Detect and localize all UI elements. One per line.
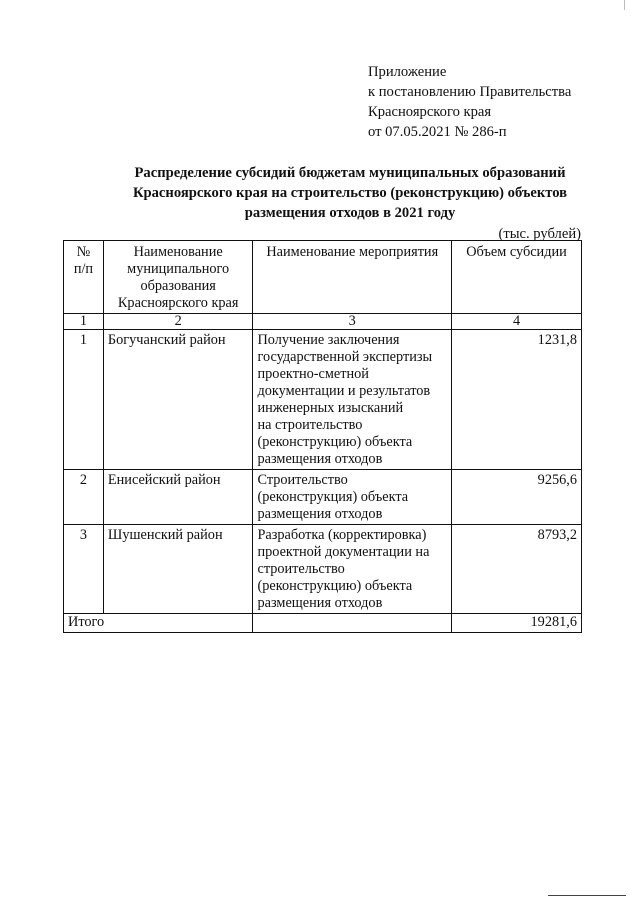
- header-line: Наименование мероприятия: [266, 244, 439, 260]
- activity-line: размещения отходов: [257, 595, 383, 611]
- activity-line: Разработка (корректировка): [257, 527, 427, 543]
- activity-line: (реконструкция) объекта: [257, 489, 409, 505]
- row-num: 2: [64, 470, 104, 525]
- activity-line: проектной документации на: [257, 544, 430, 560]
- title-line: Красноярского края на строительство (реконструкцию) объектов: [132, 185, 568, 201]
- activity-line: (реконструкцию) объекта: [257, 578, 413, 594]
- header-line: №: [76, 244, 91, 260]
- title-line: размещения отходов в 2021 году: [244, 205, 456, 221]
- column-index-row: [64, 314, 582, 330]
- activity-line: Получение заключения: [257, 332, 400, 348]
- activity-line: на строительство: [257, 417, 363, 433]
- activity-line: государственной экспертизы: [257, 349, 433, 365]
- column-index: 1: [64, 314, 104, 330]
- header-line: Красноярского края: [117, 295, 239, 311]
- column-index: 2: [103, 314, 253, 330]
- activity-line: размещения отходов: [257, 506, 383, 522]
- row-municipality: Шушенский район: [103, 525, 253, 614]
- appendix-block: [368, 62, 571, 142]
- header-line: муниципального: [127, 261, 230, 277]
- column-index: 3: [253, 314, 452, 330]
- document-title: [60, 163, 640, 223]
- row-activity: [253, 470, 452, 525]
- row-activity: [253, 330, 452, 470]
- row-amount: 8793,2: [452, 525, 582, 614]
- table-row: [64, 525, 582, 614]
- header-line: Объем субсидии: [466, 244, 567, 260]
- row-activity: [253, 525, 452, 614]
- header-activity: [253, 241, 452, 314]
- row-num: 1: [64, 330, 104, 470]
- header-num: [64, 241, 104, 314]
- activity-line: (реконструкцию) объекта: [257, 434, 413, 450]
- activity-line: проектно-сметной: [257, 366, 369, 382]
- footer-rule: [548, 895, 626, 896]
- row-amount: 1231,8: [452, 330, 582, 470]
- scan-corner-mark: [624, 0, 640, 10]
- activity-line: инженерных изысканий: [257, 400, 404, 416]
- header-amount: [452, 241, 582, 314]
- activity-line: Строительство: [257, 472, 348, 488]
- column-index: 4: [452, 314, 582, 330]
- appendix-line: к постановлению Правительства: [368, 84, 572, 100]
- total-label: Итого: [64, 614, 253, 633]
- header-line: Наименование: [133, 244, 223, 260]
- title-line: Распределение субсидий бюджетам муниципальных образований: [134, 165, 566, 181]
- total-empty-cell: [253, 614, 452, 633]
- subsidy-table: [63, 240, 582, 633]
- appendix-line: от 07.05.2021 № 286-п: [368, 124, 507, 140]
- table-row: [64, 330, 582, 470]
- table-row: [64, 470, 582, 525]
- header-municipality: [103, 241, 253, 314]
- appendix-line: Красноярского края: [368, 104, 492, 120]
- row-municipality: Богучанский район: [103, 330, 253, 470]
- total-amount: 19281,6: [452, 614, 582, 633]
- total-row: [64, 614, 582, 633]
- row-amount: 9256,6: [452, 470, 582, 525]
- activity-line: размещения отходов: [257, 451, 383, 467]
- row-municipality: Енисейский район: [103, 470, 253, 525]
- activity-line: строительство: [257, 561, 345, 577]
- header-line: образования: [140, 278, 216, 294]
- appendix-line: Приложение: [368, 64, 447, 80]
- row-num: 3: [64, 525, 104, 614]
- table-header-row: [64, 241, 582, 314]
- header-line: п/п: [73, 261, 94, 277]
- activity-line: документации и результатов: [257, 383, 431, 399]
- units-label: (тыс. рублей): [498, 226, 581, 242]
